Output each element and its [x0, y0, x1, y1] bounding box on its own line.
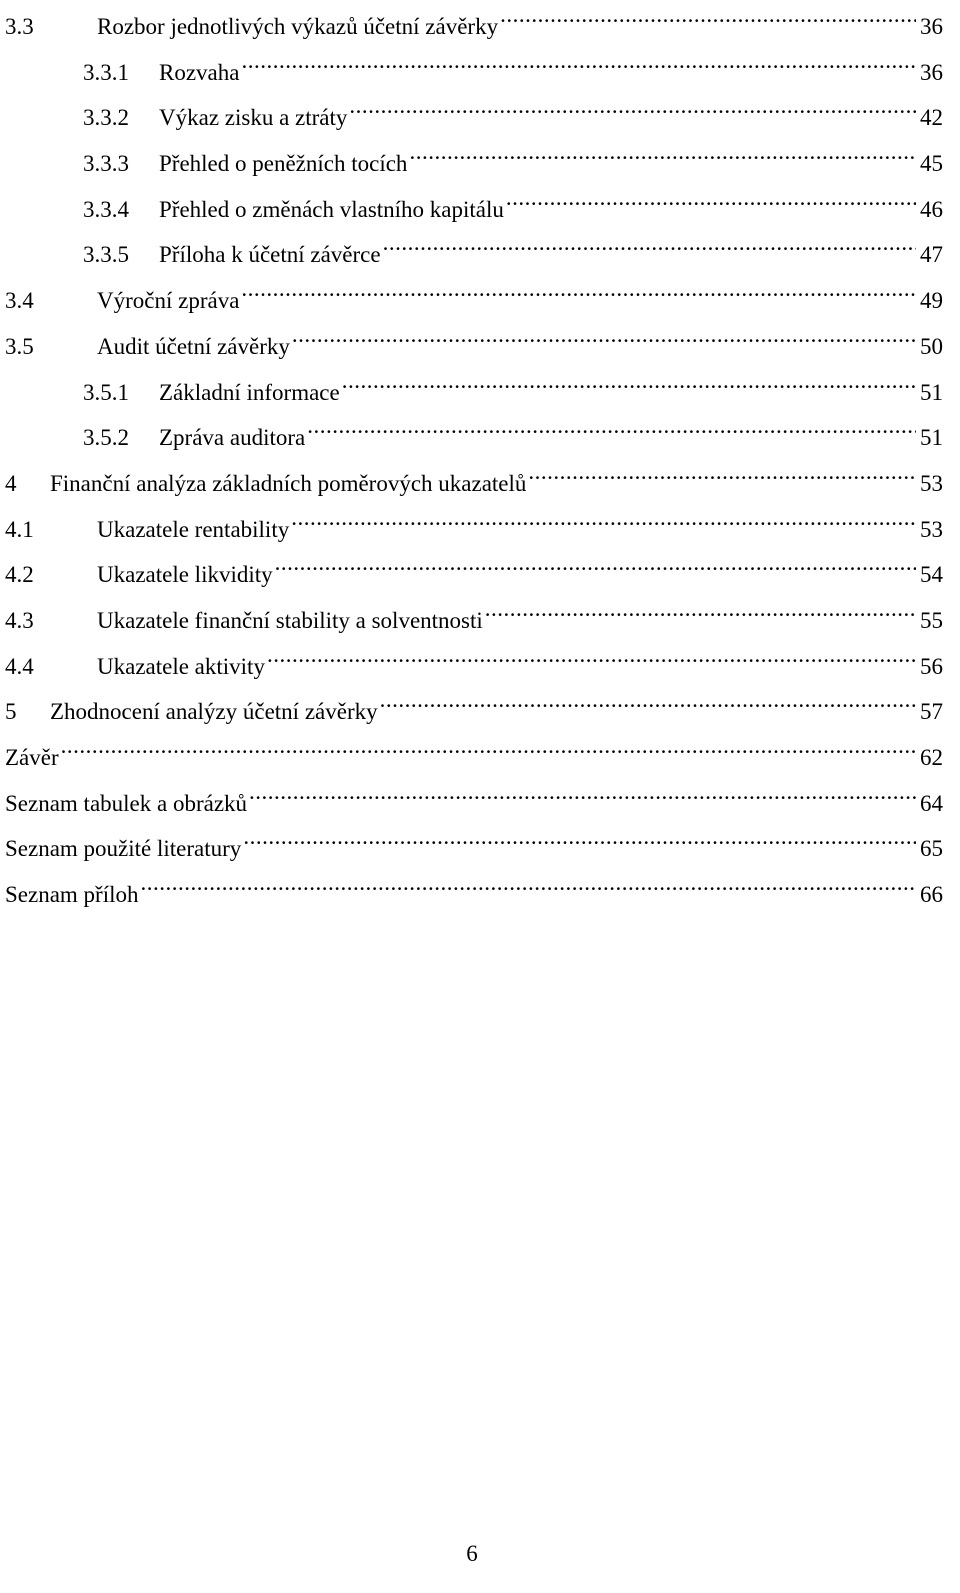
toc-entry-page: 36 [920, 59, 943, 85]
toc-entry-page: 46 [920, 196, 943, 222]
toc-entry-page: 65 [920, 836, 943, 862]
toc-entry[interactable] [5, 324, 943, 370]
toc-entry-title: Přehled o peněžních tocích [159, 151, 408, 177]
toc-entry-page: 47 [920, 242, 943, 268]
toc-entry-number: 3.3.5 [83, 242, 129, 268]
toc-dot-leader [241, 50, 916, 80]
toc-dot-leader [409, 141, 916, 171]
toc-dot-leader [249, 781, 916, 811]
page-number: 6 [466, 1541, 478, 1566]
toc-dot-leader [61, 735, 916, 765]
toc-entry-page: 45 [920, 151, 943, 177]
toc-entry[interactable] [5, 644, 943, 690]
toc-entry[interactable] [5, 461, 943, 507]
toc-entry[interactable] [5, 552, 943, 598]
toc-entry-number: 4.1 [5, 516, 34, 542]
toc-entry[interactable] [5, 826, 943, 872]
toc-entry-page: 53 [920, 470, 943, 496]
toc-dot-leader [485, 598, 916, 628]
toc-entry-title: Seznam tabulek a obrázků [5, 790, 248, 816]
toc-entry-title: Seznam použité literatury [5, 836, 242, 862]
toc-entry-title: Ukazatele finanční stability a solventnosti [97, 607, 483, 633]
toc-entry[interactable] [5, 370, 943, 416]
toc-entry-number: 3.5.1 [83, 379, 129, 405]
toc-entry-title: Ukazatele rentability [97, 516, 290, 542]
toc-entry-page: 36 [920, 14, 943, 39]
toc-entry-number: 3.3.2 [83, 105, 129, 131]
toc-dot-leader [141, 872, 917, 902]
toc-dot-leader [267, 644, 916, 674]
toc-entry-page: 50 [920, 333, 943, 359]
toc-entry[interactable] [5, 872, 943, 918]
toc-entry-title: Zhodnocení analýzy účetní závěrky [50, 699, 378, 725]
toc-entry-number: 3.5.2 [83, 425, 129, 451]
toc-dot-leader [241, 278, 916, 308]
toc-entry-number: 4.2 [5, 562, 34, 588]
toc-dot-leader [383, 232, 916, 262]
toc-entry[interactable] [5, 232, 943, 278]
toc-entry-page: 54 [920, 562, 943, 588]
toc-entry[interactable] [5, 507, 943, 553]
toc-entry[interactable] [5, 598, 943, 644]
toc-dot-leader [307, 415, 916, 445]
toc-entry-title: Ukazatele aktivity [97, 653, 265, 679]
toc-entry-number: 4 [5, 470, 17, 496]
toc-dot-leader [291, 507, 916, 537]
toc-entry[interactable] [5, 141, 943, 187]
toc-dot-leader [275, 552, 916, 582]
toc-entry-title: Seznam příloh [5, 882, 139, 908]
toc-dot-leader [506, 187, 916, 217]
toc-entry[interactable] [5, 781, 943, 827]
toc-entry-page: 49 [920, 288, 943, 314]
toc-entry-number: 3.3.1 [83, 59, 129, 85]
toc-entry[interactable] [5, 735, 943, 781]
toc-dot-leader [243, 826, 916, 856]
toc-entry-title: Závěr [5, 745, 59, 770]
toc-entry[interactable] [5, 415, 943, 461]
toc-entry-number: 3.3.4 [83, 196, 129, 222]
toc-entry-page: 56 [920, 653, 943, 679]
toc-entry-title: Audit účetní závěrky [97, 333, 290, 359]
toc-entry-page: 57 [920, 699, 943, 725]
toc-entry-title: Zpráva auditora [159, 425, 306, 451]
toc-entry-number: 3.3 [5, 14, 34, 39]
toc-dot-leader [500, 4, 916, 34]
toc-entry-page: 51 [920, 379, 943, 405]
toc-entry-page: 62 [920, 745, 943, 770]
toc-dot-leader [342, 370, 916, 400]
toc-entry-title: Ukazatele likvidity [97, 562, 273, 588]
toc-entry[interactable] [5, 278, 943, 324]
toc-entry-number: 4.4 [5, 653, 34, 679]
toc-entry-number: 3.3.3 [83, 151, 129, 177]
toc-dot-leader [380, 689, 916, 719]
toc-entry-title: Rozvaha [159, 59, 240, 85]
table-of-contents [5, 0, 943, 918]
toc-entry-page: 55 [920, 607, 943, 633]
toc-entry-title: Základní informace [159, 379, 340, 405]
toc-entry-title: Výkaz zisku a ztráty [159, 105, 348, 131]
toc-dot-leader [349, 95, 916, 125]
toc-entry-number: 5 [5, 699, 17, 725]
toc-entry-title: Přehled o změnách vlastního kapitálu [159, 196, 504, 222]
toc-dot-leader [528, 461, 916, 491]
toc-entry-page: 66 [920, 882, 943, 908]
toc-entry-page: 64 [920, 790, 943, 816]
toc-entry[interactable] [5, 95, 943, 141]
toc-entry-page: 53 [920, 516, 943, 542]
toc-entry-number: 3.5 [5, 333, 34, 359]
toc-entry-title: Příloha k účetní závěrce [159, 242, 381, 268]
toc-entry-title: Rozbor jednotlivých výkazů účetní závěrky [97, 14, 499, 39]
toc-entry-title: Výroční zpráva [97, 288, 240, 314]
toc-entry-number: 3.4 [5, 288, 34, 314]
toc-dot-leader [292, 324, 916, 354]
toc-entry[interactable] [5, 187, 943, 233]
toc-entry-page: 42 [920, 105, 943, 131]
toc-entry-page: 51 [920, 425, 943, 451]
toc-entry-title: Finanční analýza základních poměrových ukazatelů [50, 470, 527, 496]
toc-entry-number: 4.3 [5, 607, 34, 633]
toc-entry[interactable] [5, 689, 943, 735]
toc-entry[interactable] [5, 50, 943, 96]
toc-entry[interactable] [5, 4, 943, 50]
